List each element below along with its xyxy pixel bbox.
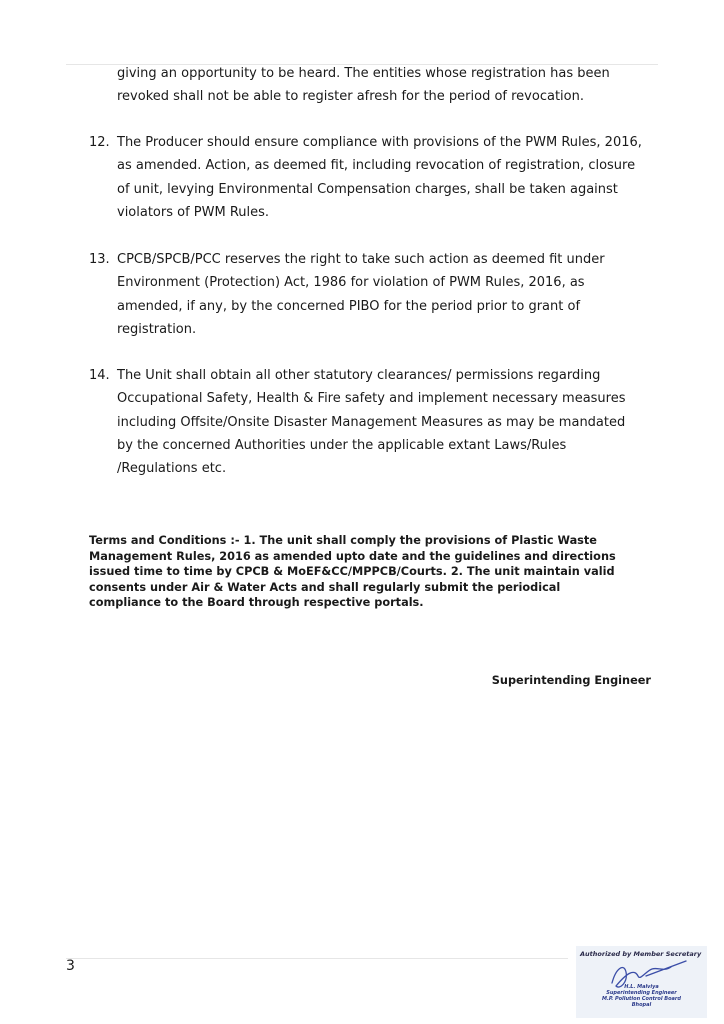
terms-line: Terms and Conditions :- 1. The unit shall comply the provisions of Plastic Waste xyxy=(89,534,597,547)
stamp-heading: Authorized by Member Secretary xyxy=(580,950,702,958)
terms-and-conditions xyxy=(89,533,659,611)
item-line: registration. xyxy=(117,321,197,337)
item-line: violators of PWM Rules. xyxy=(117,204,270,220)
continuation-line: revoked shall not be able to register afresh for the period of revocation. xyxy=(117,89,584,105)
item-line: by the concerned Authorities under the applicable extant Laws/Rules xyxy=(117,437,567,453)
item-line: amended, if any, by the concerned PIBO for the period prior to grant of xyxy=(117,298,581,314)
item-line: The Unit shall obtain all other statutory clearances/ permissions regarding xyxy=(117,368,601,383)
item-text xyxy=(117,364,669,480)
item-number: 13. xyxy=(89,252,110,267)
authorization-stamp xyxy=(576,946,707,1018)
continuation-paragraph xyxy=(117,62,677,109)
condition-item-13 xyxy=(89,248,669,341)
stamp-line: Superintending Engineer xyxy=(606,990,677,996)
item-line: The Producer should ensure compliance with provisions of the PWM Rules, 2016, xyxy=(117,135,642,150)
item-line: including Offsite/Onsite Disaster Management Measures as may be mandated xyxy=(117,414,626,430)
item-text xyxy=(117,248,669,341)
continuation-line: giving an opportunity to be heard. The entities whose registration has been xyxy=(117,66,610,81)
signatory-title: Superintending Engineer xyxy=(491,674,651,687)
condition-item-12 xyxy=(89,131,669,224)
item-line: CPCB/SPCB/PCC reserves the right to take such action as deemed fit under xyxy=(117,252,605,267)
item-line: as amended. Action, as deemed fit, including revocation of registration, closure xyxy=(117,158,636,174)
item-line: /Regulations etc. xyxy=(117,461,227,477)
terms-line: consents under Air & Water Acts and shall regularly submit the periodical xyxy=(89,580,561,594)
item-number: 12. xyxy=(89,135,110,150)
terms-line: compliance to the Board through respective portals. xyxy=(89,596,424,609)
page-number: 3 xyxy=(66,958,75,974)
item-line: Environment (Protection) Act, 1986 for violation of PWM Rules, 2016, as xyxy=(117,275,585,291)
condition-item-14 xyxy=(89,364,669,480)
terms-line: Management Rules, 2016 as amended upto date and the guidelines and directions xyxy=(89,549,616,563)
stamp-line: H.L. Malviya xyxy=(624,984,659,990)
item-line: Occupational Safety, Health & Fire safety and implement necessary measures xyxy=(117,391,626,407)
stamp-line: M.P. Pollution Control Board xyxy=(602,996,681,1002)
item-number: 14. xyxy=(89,368,110,383)
terms-line: issued time to time by CPCB & MoEF&CC/MPPCB/Courts. 2. The unit maintain valid xyxy=(89,565,615,578)
stamp-line: Bhopal xyxy=(631,1002,652,1008)
item-line: of unit, levying Environmental Compensation charges, shall be taken against xyxy=(117,181,618,197)
footer-rule xyxy=(66,958,568,959)
item-text xyxy=(117,131,669,224)
